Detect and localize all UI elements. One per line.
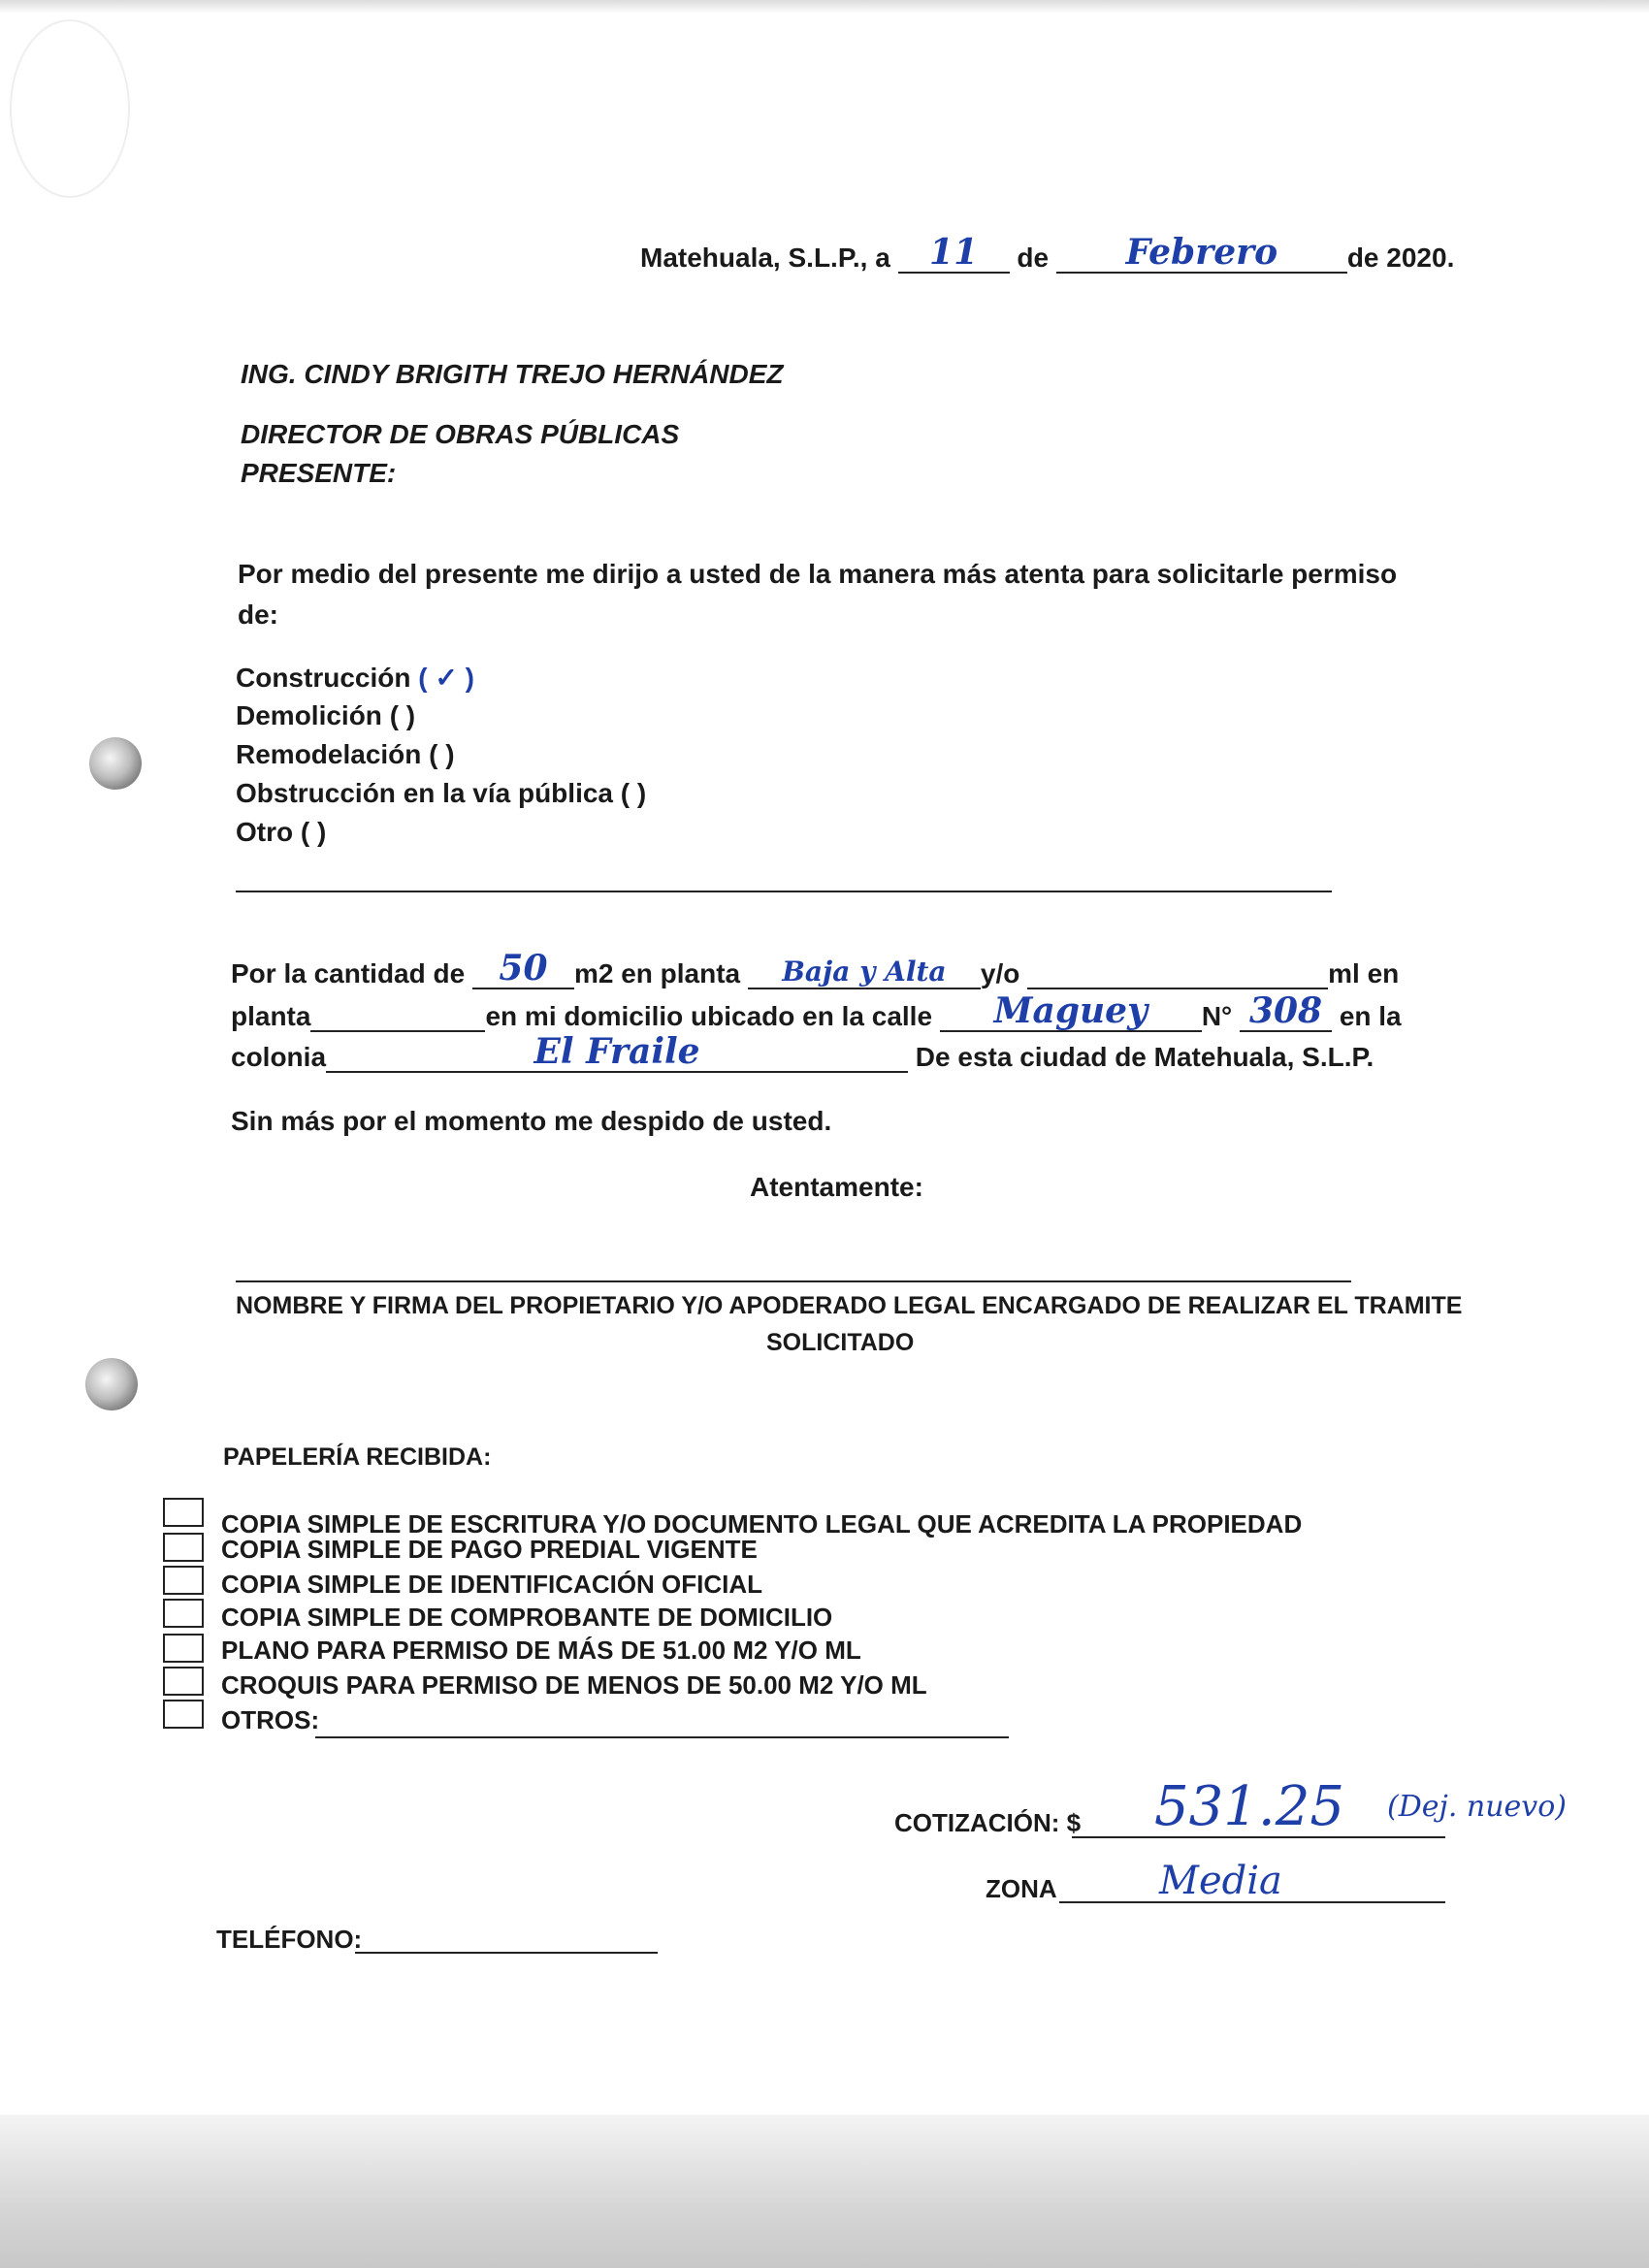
ciudad-label: De esta ciudad de Matehuala, S.L.P.	[915, 1042, 1374, 1072]
planta-field[interactable]	[748, 958, 981, 989]
option-demolicion[interactable]	[236, 700, 415, 731]
yo-label: y/o	[980, 958, 1020, 988]
signature-caption-1: NOMBRE Y FIRMA DEL PROPIETARIO Y/O APODERADO LEGAL ENCARGADO DE REALIZAR EL TRAMITE	[236, 1292, 1463, 1319]
num-field[interactable]	[1240, 990, 1332, 1032]
option-mark: ( )	[429, 739, 455, 769]
cotizacion-label: COTIZACIÓN: $	[894, 1808, 1082, 1837]
num-value: 308	[1248, 990, 1323, 1031]
de-label: de	[1017, 243, 1050, 273]
area-field[interactable]	[472, 948, 574, 989]
papeleria-item-6: CROQUIS PARA PERMISO DE MENOS DE 50.00 M2 Y/O ML	[221, 1670, 927, 1700]
papeleria-item-3: COPIA SIMPLE DE IDENTIFICACIÓN OFICIAL	[221, 1570, 763, 1599]
zona-value: Media	[1159, 1859, 1282, 1903]
papeleria-checkbox-5[interactable]	[163, 1634, 204, 1663]
papeleria-item-4: COPIA SIMPLE DE COMPROBANTE DE DOMICILIO	[221, 1603, 833, 1632]
addressee-presente: PRESENTE:	[241, 458, 397, 488]
m2-label: m2 en planta	[573, 958, 741, 988]
scan-bottom-shadow	[0, 2115, 1649, 2268]
papeleria-item-1: COPIA SIMPLE DE ESCRITURA Y/O DOCUMENTO LEGAL QUE ACREDITA LA PROPIEDAD	[221, 1509, 1303, 1539]
papeleria-title: PAPELERÍA RECIBIDA:	[223, 1443, 492, 1471]
option-otro[interactable]	[236, 817, 326, 848]
ml-field[interactable]	[1027, 958, 1328, 989]
option-construccion[interactable]	[236, 662, 474, 694]
option-label: Construcción	[236, 663, 411, 693]
option-label: Demolición	[236, 700, 382, 730]
cotizacion-note: (Dej. nuevo)	[1387, 1790, 1567, 1824]
quantity-line-3	[231, 1031, 1374, 1073]
signature-caption-2: SOLICITADO	[766, 1329, 915, 1356]
option-mark: ( )	[389, 700, 416, 730]
punch-hole-top	[89, 737, 142, 790]
day-field[interactable]	[898, 232, 1010, 274]
area-value: 50	[499, 948, 548, 988]
papeleria-checkbox-3[interactable]	[163, 1566, 204, 1595]
day-value: 11	[929, 232, 979, 273]
intro-line-1: Por medio del presente me dirijo a usted de la manera más atenta para solicitarle permiso	[238, 559, 1398, 589]
quantity-line-2	[231, 990, 1402, 1032]
option-label: Remodelación	[236, 739, 422, 769]
faded-seal	[10, 19, 130, 198]
telefono-line[interactable]	[355, 1952, 658, 1954]
papeleria-checkbox-1[interactable]	[163, 1498, 204, 1527]
papeleria-item-7: OTROS:	[221, 1705, 320, 1734]
month-value: Febrero	[1125, 232, 1278, 273]
addressee-title: DIRECTOR DE OBRAS PÚBLICAS	[241, 419, 680, 449]
num-label: N°	[1201, 1001, 1233, 1031]
papeleria-item-5: PLANO PARA PERMISO DE MÁS DE 51.00 M2 Y/O ML	[221, 1636, 861, 1665]
planta-ml-field[interactable]	[310, 1001, 485, 1032]
quantity-prefix: Por la cantidad de	[231, 958, 466, 988]
month-field[interactable]	[1056, 232, 1347, 274]
calle-field[interactable]	[940, 990, 1202, 1032]
colonia-value: El Fraile	[534, 1031, 700, 1072]
intro-line-2: de:	[238, 599, 278, 630]
addressee-name: ING. CINDY BRIGITH TREJO HERNÁNDEZ	[241, 359, 784, 389]
option-remodelacion[interactable]	[236, 739, 455, 770]
closing-text: Sin más por el momento me despido de usted.	[231, 1106, 832, 1136]
atentamente-label: Atentamente:	[750, 1172, 923, 1202]
page-top-edge	[0, 0, 1649, 14]
papeleria-checkbox-2[interactable]	[163, 1533, 204, 1562]
signature-line[interactable]	[236, 1280, 1351, 1282]
telefono-label: TELÉFONO:	[216, 1925, 363, 1954]
quantity-line-1	[231, 948, 1400, 989]
option-label: Otro	[236, 817, 294, 847]
cotizacion-value: 531.25	[1154, 1775, 1344, 1838]
planta-label: planta	[231, 1001, 311, 1031]
colonia-label: colonia	[231, 1042, 327, 1072]
option-mark: ( )	[300, 817, 327, 847]
domicilio-label: en mi domicilio ubicado en la calle	[485, 1001, 933, 1031]
year-suffix: de 2020.	[1346, 243, 1455, 273]
calle-value: Maguey	[993, 990, 1148, 1031]
date-line	[640, 232, 1455, 274]
papeleria-checkbox-4[interactable]	[163, 1599, 204, 1628]
papeleria-item-2: COPIA SIMPLE DE PAGO PREDIAL VIGENTE	[221, 1535, 758, 1564]
ml-label: ml en	[1328, 958, 1400, 988]
option-obstruccion[interactable]	[236, 778, 646, 809]
option-mark: ( ✓ )	[418, 663, 474, 693]
zona-label: ZONA	[986, 1874, 1057, 1903]
en-la-label: en la	[1339, 1001, 1402, 1031]
papeleria-checkbox-6[interactable]	[163, 1667, 204, 1696]
city-prefix: Matehuala, S.L.P., a	[640, 243, 890, 273]
otros-line[interactable]	[315, 1736, 1009, 1738]
papeleria-checkbox-7[interactable]	[163, 1700, 204, 1729]
option-label: Obstrucción en la vía pública	[236, 778, 613, 808]
planta-value: Baja y Alta	[782, 956, 947, 988]
punch-hole-bottom	[85, 1358, 138, 1410]
option-mark: ( )	[620, 778, 647, 808]
otro-description-line[interactable]	[236, 891, 1332, 892]
colonia-field[interactable]	[326, 1031, 908, 1073]
